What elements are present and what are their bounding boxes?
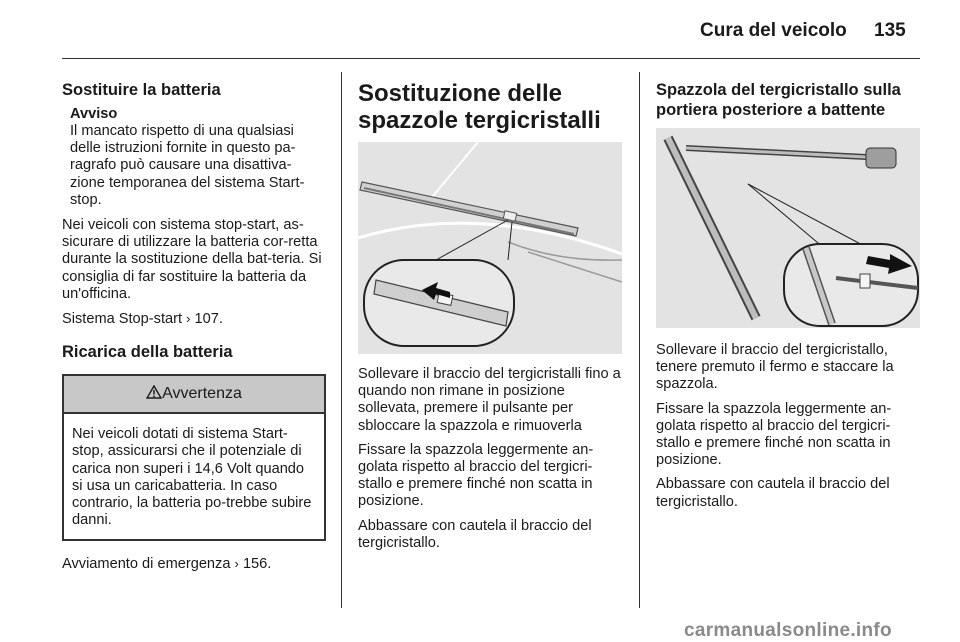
header-divider bbox=[62, 58, 920, 59]
emergency-ref-page[interactable]: 156. bbox=[242, 556, 272, 573]
front-wiper-drawing bbox=[358, 142, 622, 354]
column-battery bbox=[62, 80, 326, 581]
wiper-blades-heading: Sostituzione delle spazzole tergicristalli bbox=[358, 80, 601, 134]
rear-wiper-step3: Abbassare con cautela il braccio del tergicristallo. bbox=[656, 476, 890, 510]
front-wiper-illustration bbox=[358, 142, 622, 354]
page-reference-arrow-icon: › bbox=[186, 311, 191, 327]
rear-wiper-illustration bbox=[656, 128, 920, 328]
rear-wiper-drawing bbox=[656, 128, 920, 328]
rear-wiper-heading: Spazzola del tergicristallo sulla portiera posteriore a battente bbox=[656, 81, 901, 119]
warning-triangle-icon bbox=[146, 385, 162, 399]
warning-text: Nei veicoli dotati di sistema Start-stop, assicurarsi che il potenziale di carica non superi i 14,6 Volt quando si usa un caricabatteria. In caso contrario, la batteria po-trebbe subire danni. bbox=[72, 426, 312, 529]
warning-header bbox=[64, 376, 324, 414]
stop-start-battery-paragraph: Nei veicoli con sistema stop-start, as-sicurare di utilizzare la batteria cor-retta durante la sostituzione della bat-teria. Si consiglia di far sostituire la batteria da un'officina. bbox=[62, 217, 322, 302]
battery-heading: Sostituire la batteria bbox=[62, 81, 221, 99]
note-text: Il mancato rispetto di una qualsiasi delle istruzioni fornite in questo pa-ragrafo può causare una disattiva-zione temporanea del sistema Start-stop. bbox=[70, 123, 305, 208]
note-title: Avviso bbox=[70, 106, 118, 122]
warning-body bbox=[64, 414, 324, 539]
column-divider-2 bbox=[639, 72, 640, 608]
wiper-step3: Abbassare con cautela il braccio del tergicristallo. bbox=[358, 517, 592, 551]
recharge-heading: Ricarica della batteria bbox=[62, 343, 233, 362]
rear-wiper-step1: Sollevare il braccio del tergicristallo, tenere premuto il fermo e staccare la spazzola. bbox=[656, 342, 894, 393]
warning-title: Avvertenza bbox=[162, 385, 242, 403]
column-wiper-blades bbox=[358, 80, 622, 559]
wiper-step1: Sollevare il braccio del tergicristalli fino a quando non rimane in posizione sollevata, premere il pulsante per sbloccare la spazzola e rimuoverla bbox=[358, 366, 621, 434]
warning-box bbox=[62, 374, 326, 541]
stop-start-reference bbox=[62, 310, 326, 328]
page-number: 135 bbox=[874, 20, 906, 41]
wiper-step2: Fissare la spazzola leggermente an-golata rispetto al braccio del tergicri-stallo e premere finché non scatta in posizione. bbox=[358, 441, 594, 510]
stop-start-ref-page[interactable]: 107. bbox=[194, 311, 223, 328]
emergency-start-reference bbox=[62, 555, 326, 573]
site-watermark: carmanualsonline.info bbox=[684, 620, 892, 641]
page-reference-arrow-icon: › bbox=[234, 556, 239, 572]
column-divider-1 bbox=[341, 72, 342, 608]
stop-start-ref-text: Sistema Stop-start bbox=[62, 311, 183, 328]
page-header-title: Cura del veicolo bbox=[700, 20, 847, 41]
column-rear-wiper bbox=[656, 80, 920, 518]
note-block bbox=[62, 106, 326, 209]
emergency-ref-text: Avviamento di emergenza bbox=[62, 556, 231, 573]
rear-wiper-step2: Fissare la spazzola leggermente an-golata rispetto al braccio del tergicri-stallo e premere finché non scatta in posizione. bbox=[656, 400, 892, 469]
